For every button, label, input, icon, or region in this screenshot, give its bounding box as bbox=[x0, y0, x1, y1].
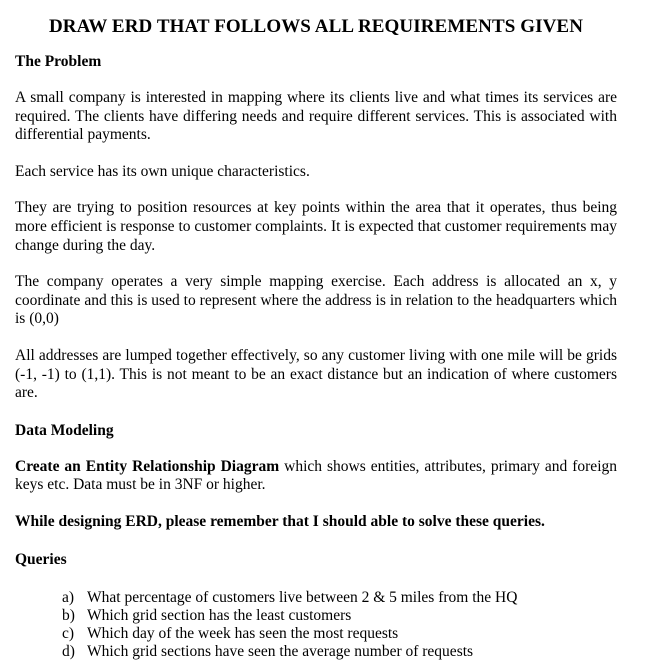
erd-instruction-bold: Create an Entity Relationship Diagram bbox=[15, 457, 280, 475]
erd-reminder: While designing ERD, please remember that I should able to solve these queries. bbox=[15, 512, 545, 530]
list-marker: a) bbox=[62, 588, 75, 606]
problem-paragraph-5: All addresses are lumped together effectively, so any customer living with one mile will be grids (-1, -1) to (1,1). This is not meant to be an exact distance but an indication of where customers are. bbox=[15, 346, 617, 402]
list-item-text: Which day of the week has seen the most requests bbox=[87, 624, 399, 642]
list-item bbox=[62, 643, 617, 661]
document-title: DRAW ERD THAT FOLLOWS ALL REQUIREMENTS GIVEN bbox=[48, 16, 584, 37]
list-item-text: Which grid sections have seen the average number of requests bbox=[87, 643, 474, 661]
document-page bbox=[15, 14, 617, 661]
problem-paragraph-4: The company operates a very simple mapping exercise. Each address is allocated an x, y coordinate and this is used to represent where the address is in relation to the headquarters which is (0,0) bbox=[15, 273, 617, 328]
problem-paragraph-2: Each service has its own unique characteristics. bbox=[15, 162, 310, 180]
queries-list bbox=[15, 589, 617, 662]
list-item bbox=[62, 589, 617, 607]
problem-heading: The Problem bbox=[15, 53, 102, 70]
list-marker: b) bbox=[62, 606, 75, 624]
problem-paragraph-3: They are trying to position resources at key points within the area that it operates, thus being more efficient is response to customer complaints. It is expected that customer requirements may change during the day. bbox=[15, 199, 617, 254]
list-marker: c) bbox=[62, 624, 75, 642]
erd-instruction bbox=[15, 458, 617, 495]
data-modeling-heading: Data Modeling bbox=[15, 421, 114, 439]
list-item bbox=[62, 607, 617, 625]
list-item bbox=[62, 625, 617, 643]
list-marker: d) bbox=[62, 643, 75, 661]
erd-instruction-rest: which shows entities, attributes, primary and foreign keys etc. Data must be in 3NF or higher. bbox=[15, 457, 617, 494]
queries-heading: Queries bbox=[15, 550, 67, 568]
list-item-text: What percentage of customers live between 2 & 5 miles from the HQ bbox=[87, 588, 518, 606]
list-item-text: Which grid section has the least customers bbox=[87, 606, 352, 624]
problem-paragraph-1: A small company is interested in mapping where its clients live and what times its services are required. The clients have differing needs and require different services. This is associated with differential payments. bbox=[15, 89, 617, 144]
